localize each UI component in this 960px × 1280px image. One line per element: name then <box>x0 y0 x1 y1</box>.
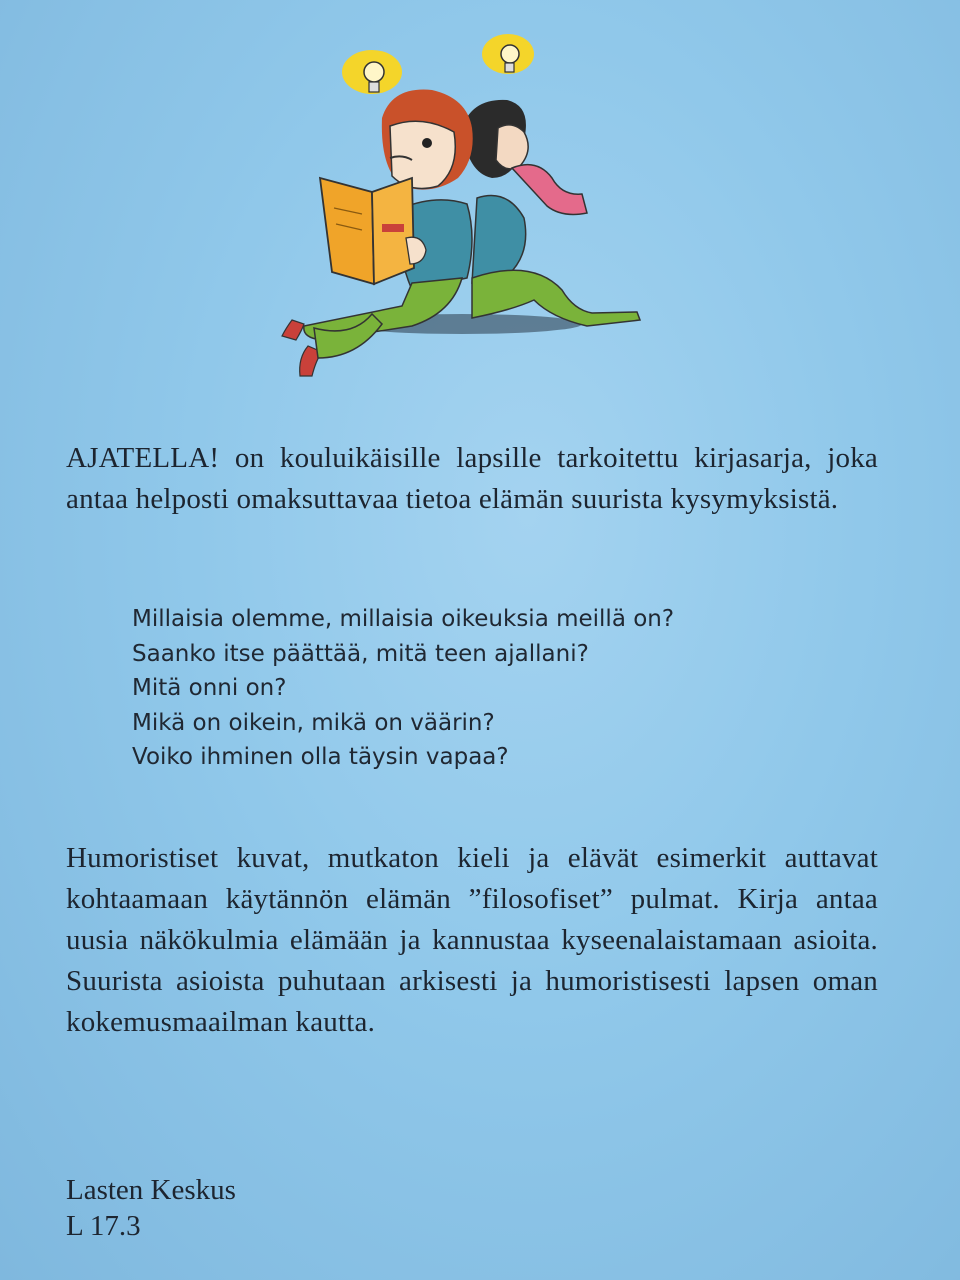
description-paragraph: Humoristiset kuvat, mutkaton kieli ja elävät esimerkit auttavat kohtaamaan käytännön elämän ”filosofiset” pulmat. Kirja antaa uusia näkökulmia elämään ja kannustaa kyseenalaistamaan asioita. Suurista asioista puhutaan arkisesti ja humoristisesti lapsen oman kokemusmaailman kautta. <box>66 842 878 1038</box>
lightbulb-icon <box>482 34 534 74</box>
publisher-info <box>66 1172 236 1244</box>
children-reading-illustration <box>262 28 662 388</box>
classification-code: L 17.3 <box>66 1210 141 1242</box>
publisher-name: Lasten Keskus <box>66 1174 236 1206</box>
intro-paragraph: AJATELLA! on kouluikäisille lapsille tarkoitettu kirjasarja, joka antaa helposti omaksuttavaa tietoa elämän suurista kysymyksistä. <box>66 442 878 515</box>
lightbulb-icon <box>342 50 402 94</box>
question-item: Voiko ihminen olla täysin vapaa? <box>132 744 509 770</box>
question-item: Millaisia olemme, millaisia oikeuksia meillä on? <box>132 606 675 632</box>
question-item: Mitä onni on? <box>132 675 287 701</box>
question-item: Saanko itse päättää, mitä teen ajallani? <box>132 640 589 667</box>
question-item: Mikä on oikein, mikä on väärin? <box>132 709 495 736</box>
book-icon <box>320 178 414 284</box>
question-list <box>132 602 852 775</box>
